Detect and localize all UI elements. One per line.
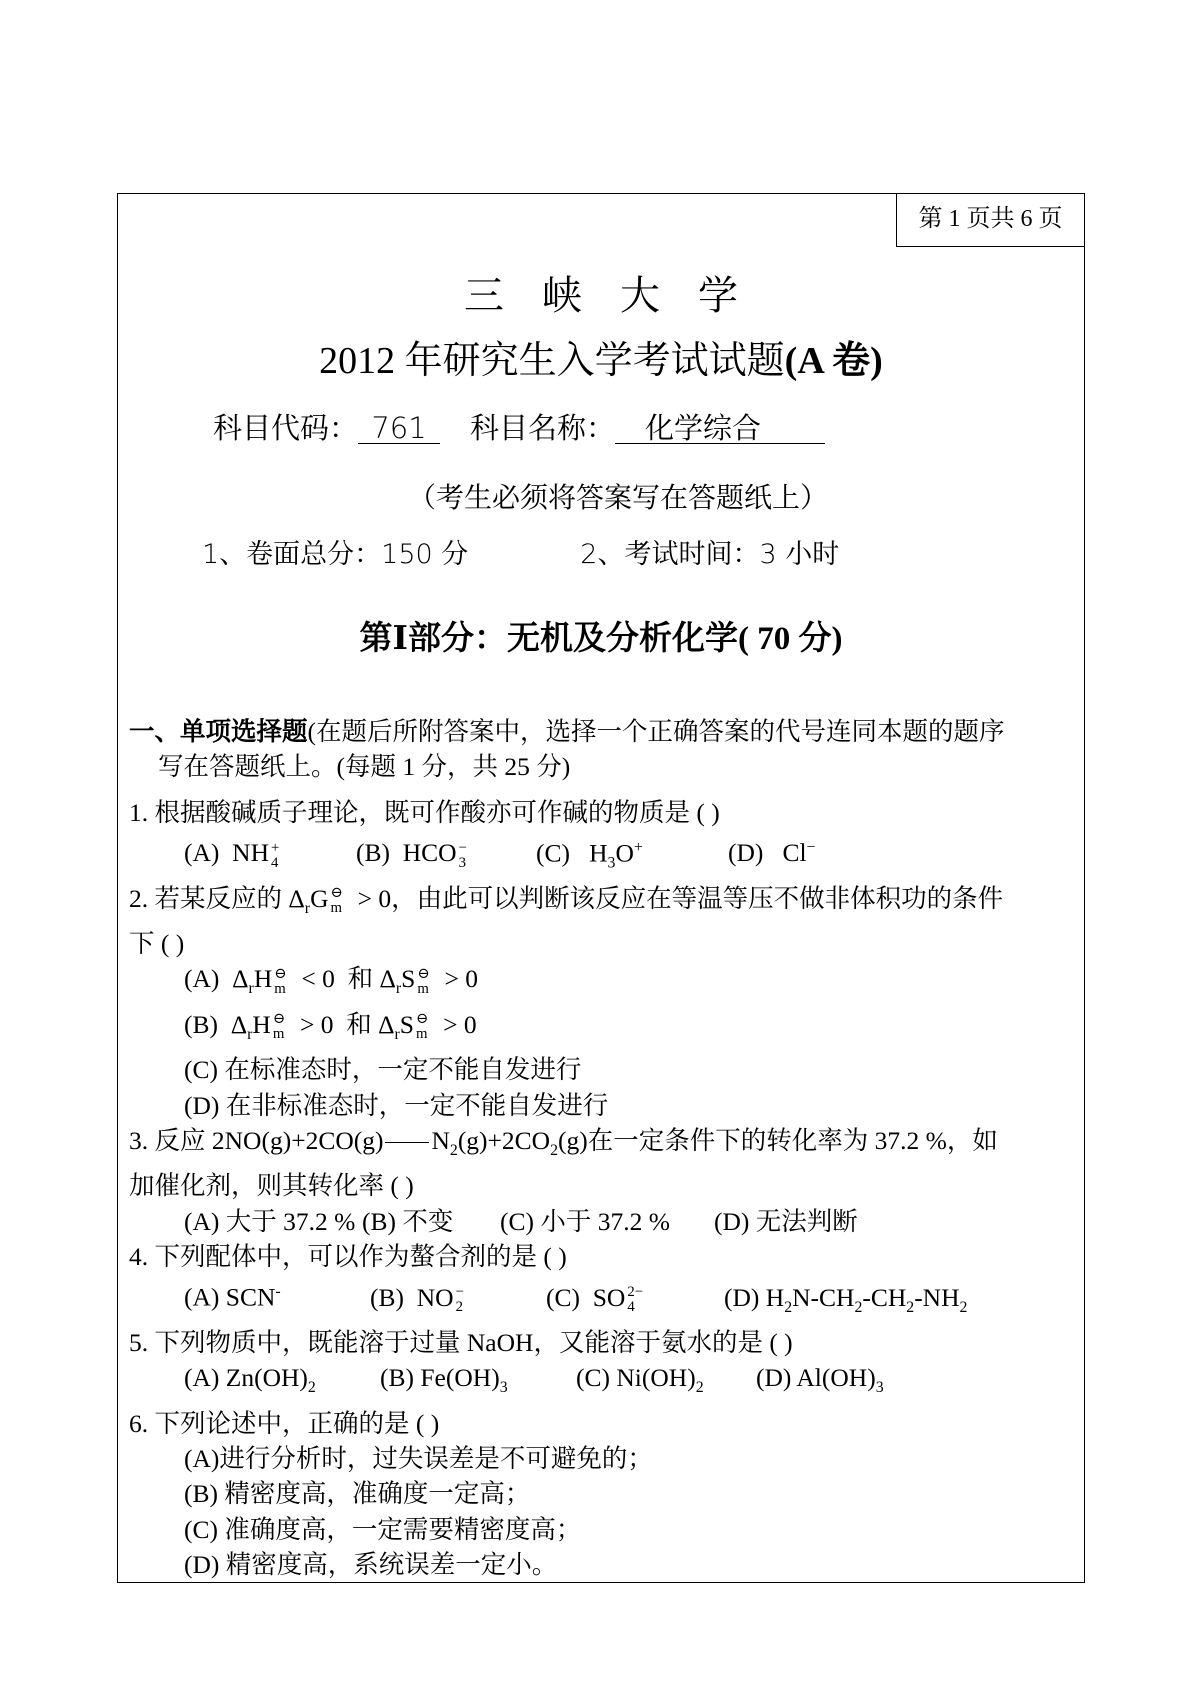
question-1-options: (A) NH + 4 (B) HCO − 3 (C) $H_3O^+$ (D) Cl−: [184, 838, 816, 872]
question-6-option-b: (B) 精密度高，准确度一定高；: [184, 1479, 531, 1509]
question-6-option-c: (C) 准确度高，一定需要精密度高；: [184, 1514, 582, 1544]
exam-page-frame: [117, 193, 1085, 1583]
question-6-option-d: (D) 精密度高，系统误差一定小。: [184, 1549, 558, 1579]
total-score: 1、卷面总分：150 分: [202, 539, 469, 570]
question-5: 5. 下列物质中，既能溶于过量 NaOH，又能溶于氨水的是 ( ): [129, 1328, 793, 1358]
section-title: 一、单项选择题: [129, 717, 308, 746]
question-2-option-a: (A) $\Delta_rH$ ⊖ m < 0 和 $\Delta_rS$ ⊖ m > 0: [184, 964, 479, 998]
subject-line: [213, 406, 825, 447]
exam-title: [118, 329, 1084, 384]
section-instructions: (在题后所附答案中，选择一个正确答案的代号连同本题的题序: [307, 717, 1005, 746]
subject-code-label: 科目代码：: [213, 411, 359, 445]
question-6: 6. 下列论述中，正确的是 ( ): [129, 1408, 440, 1438]
subject-name-label: 科目名称：: [470, 411, 616, 445]
question-2-option-d: (D) 在非标准态时，一定不能自发进行: [184, 1090, 609, 1120]
question-3: 3. 反应 2NO(g)+2CO(g) $N_2(g)+2CO_2(g)$在一定条件下的转化率为 37.2 %，如: [129, 1125, 998, 1159]
question-2-stem-b: > 0，由此可以判断该反应在等温等压不做非体积功的条件: [357, 883, 1004, 913]
exam-time: 2、考试时间：3 小时: [580, 539, 840, 570]
section-instructions-cont: 写在答题纸上。(每题 1 分，共 25 分): [158, 752, 571, 782]
question-3-options: [129, 1204, 1074, 1239]
exam-info: [202, 532, 839, 571]
exam-title-variant: (A 卷): [784, 340, 883, 382]
question-3-option-d: (D) 无法判断: [714, 1206, 858, 1236]
question-3-stem-b: 在一定条件下的转化率为 37.2 %，如: [587, 1125, 998, 1155]
section-heading: [129, 714, 1074, 749]
exam-title-main: 2012 年研究生入学考试试题: [319, 340, 785, 382]
subject-code: 761: [358, 413, 440, 444]
question-3-option-a: (A) 大于 37.2 %: [184, 1206, 356, 1236]
page-number: 第 1 页共 6 页: [896, 194, 1084, 247]
question-3-stem-c: 加催化剂，则其转化率 ( ): [129, 1171, 414, 1201]
university-name: 三峡大学: [464, 273, 776, 319]
question-2-option-b: (B) $\Delta_rH$ ⊖ m > 0 和 $\Delta_rS$ ⊖ m > 0: [184, 1009, 477, 1043]
subject-name: 化学综合: [615, 413, 825, 444]
question-3-option-b: (B) 不变: [362, 1206, 454, 1236]
question-1: 1. 根据酸碱质子理论，既可作酸亦可作碱的物质是 ( ): [129, 797, 720, 827]
question-2: 2. 若某反应的 $\Delta_rG$ ⊖ m > 0，由此可以判断该反应在等温等压不做非体积功的条件: [129, 883, 1004, 917]
equilibrium-arrow-icon: [385, 1142, 429, 1143]
question-4: 4. 下列配体中，可以作为螯合剂的是 ( ): [129, 1241, 567, 1271]
part-title: 第Ⅰ部分：无机及分析化学( 70 分): [359, 621, 843, 657]
answer-notice: （考生必须将答案写在答题纸上）: [408, 481, 829, 514]
question-3-stem-a: 3. 反应 2NO(g)+2CO(g): [129, 1125, 384, 1155]
question-2-stem-a: 2. 若某反应的: [129, 883, 283, 913]
question-2-option-c: (C) 在标准态时，一定不能自发进行: [184, 1055, 582, 1085]
question-3-option-c: (C) 小于 37.2 %: [500, 1206, 670, 1236]
question-5-options: (A) $Zn(OH)_2$ (B) $Fe(OH)_3$ (C) $Ni(OH)_2$ (D) $Al(OH)_3$: [184, 1363, 884, 1397]
question-body: [129, 714, 1074, 1582]
question-2-stem-c: 下 ( ): [129, 929, 185, 959]
question-4-options: (A) SCN- (B) NO − 2 (C) SO 2− 4 (D) $H_2N-CH_2-CH_2-NH_2$: [184, 1282, 968, 1316]
question-6-option-a: (A)进行分析时，过失误差是不可避免的；: [184, 1444, 653, 1473]
